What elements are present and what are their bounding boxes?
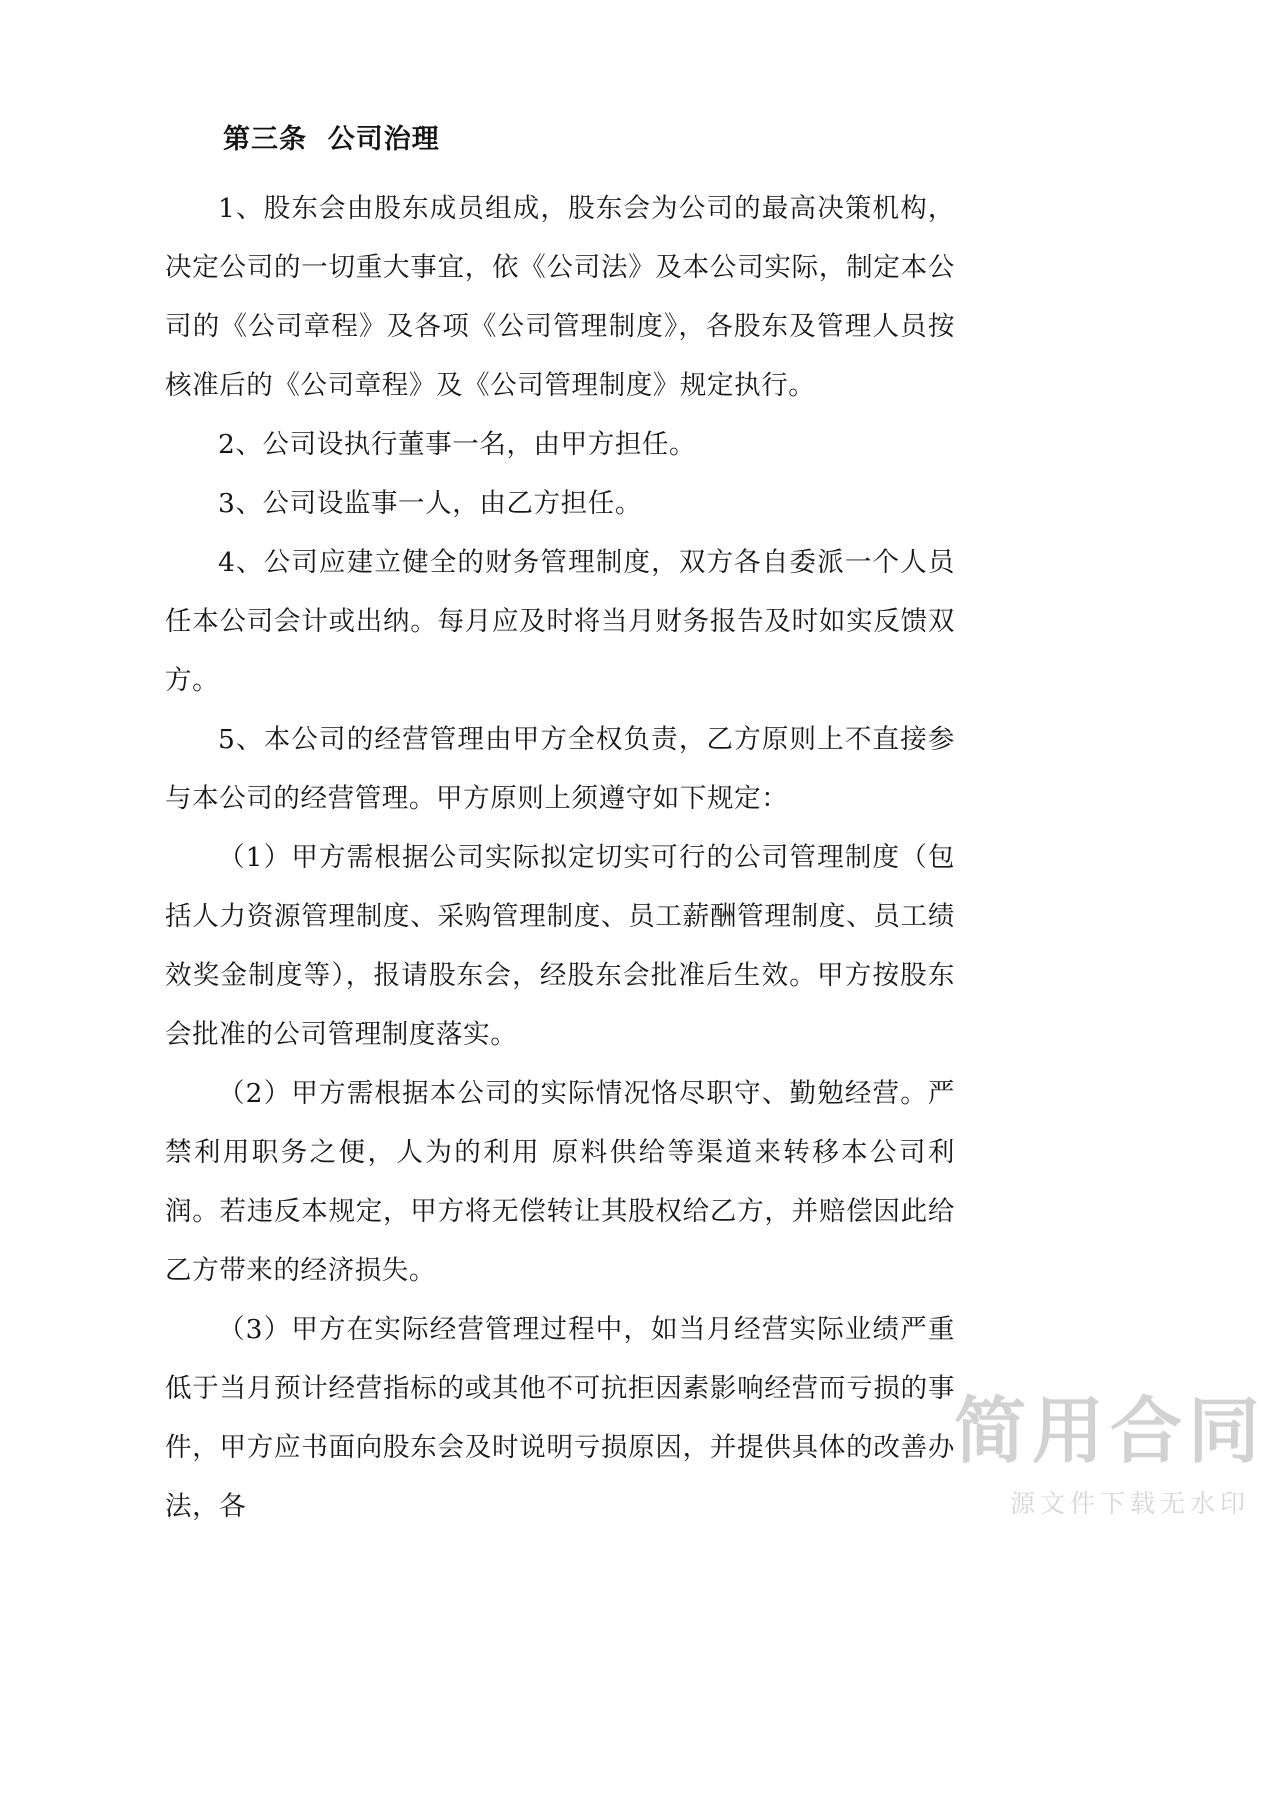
- clause-subitem-2: （2）甲方需根据本公司的实际情况恪尽职守、勤勉经营。严禁利用职务之便，人为的利用 原料供给等渠道来转移本公司利润。若违反本规定，甲方将无偿转让其股权给乙方，并赔偿因此给乙方带来的经济损失。: [165, 1077, 955, 1286]
- clause-paragraph-1: 1、股东会由股东成员组成，股东会为公司的最高决策机构，决定公司的一切重大事宜，依《公司法》及本公司实际，制定本公司的《公司章程》及各项《公司管理制度》，各股东及管理人员按核准后的《公司章程》及《公司管理制度》规定执行。: [165, 192, 955, 401]
- document-body: [165, 120, 955, 1536]
- clause-paragraph-2: 2、公司设执行董事一名，由甲方担任。: [218, 428, 697, 460]
- clause-subitem-1: （1）甲方需根据公司实际拟定切实可行的公司管理制度（包括人力资源管理制度、采购管理制度、员工薪酬管理制度、员工绩效奖金制度等），报请股东会，经股东会批准后生效。甲方按股东会批准的公司管理制度落实。: [165, 841, 955, 1050]
- clause-paragraph-3: 3、公司设监事一人，由乙方担任。: [218, 487, 642, 519]
- watermark-tagline: 源文件下载无水印: [1009, 1489, 1250, 1518]
- watermark-brand: 简用合同: [953, 1389, 1266, 1474]
- page-title: 第三条 公司治理: [223, 124, 440, 155]
- clause-paragraph-4: 4、公司应建立健全的财务管理制度，双方各自委派一个人员任本公司会计或出纳。每月应及时将当月财务报告及时如实反馈双方。: [165, 546, 955, 696]
- clause-paragraph-5: 5、本公司的经营管理由甲方全权负责，乙方原则上不直接参与本公司的经营管理。甲方原则上须遵守如下规定：: [165, 723, 955, 814]
- clause-subitem-3: （3）甲方在实际经营管理过程中，如当月经营实际业绩严重低于当月预计经营指标的或其他不可抗拒因素影响经营而亏损的事件，甲方应书面向股东会及时说明亏损原因，并提供具体的改善办法，各: [165, 1313, 955, 1522]
